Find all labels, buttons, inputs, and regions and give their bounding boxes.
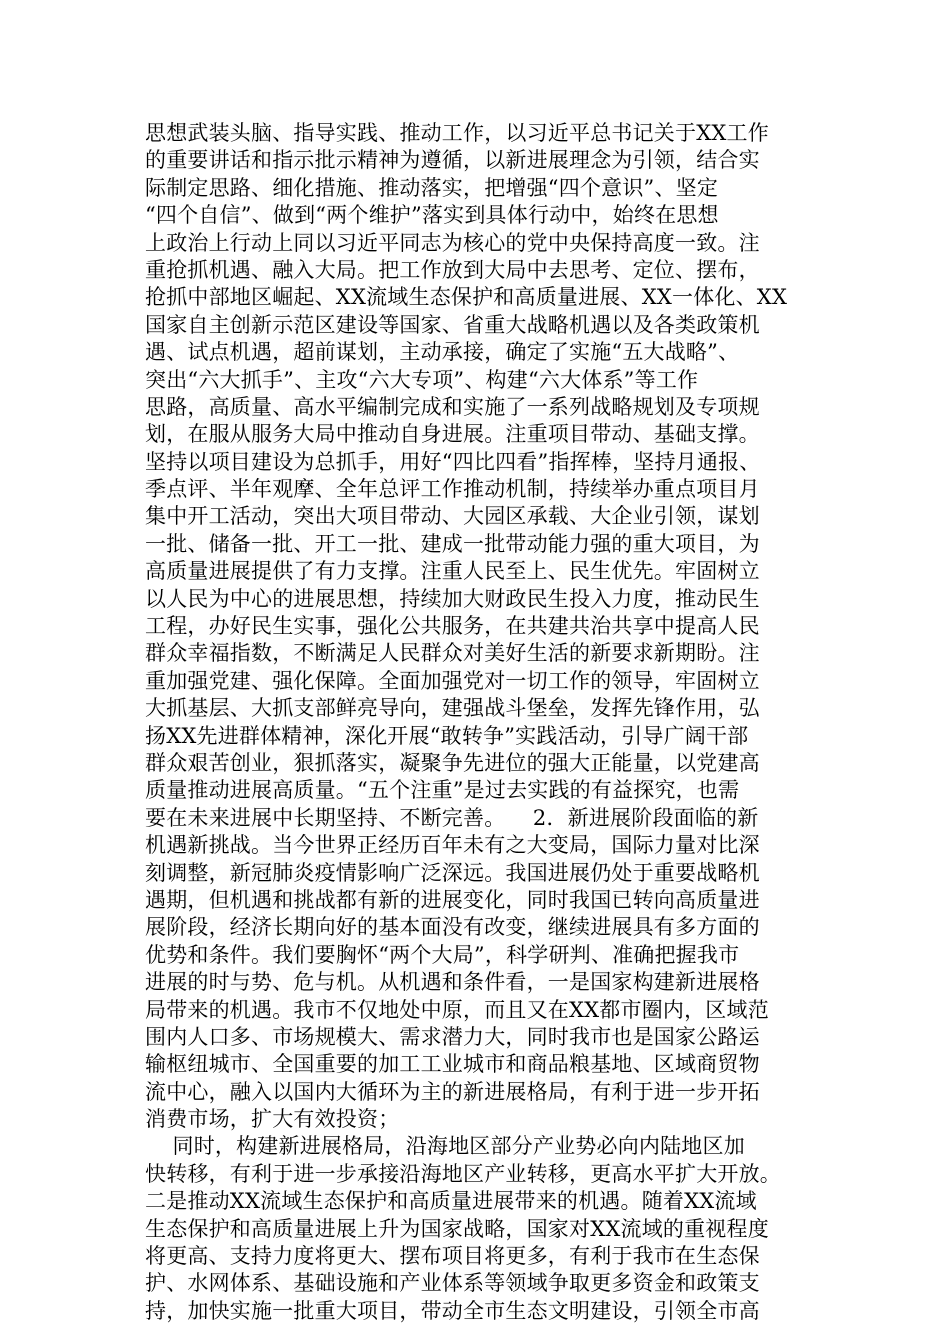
text-line: 进展的时与势、危与机。从机遇和条件看，一是国家构建新进展格 (145, 970, 760, 995)
text-line: 以人民为中心的进展思想，持续加大财政民生投入力度，推动民生 (145, 586, 760, 611)
text-line: 刻调整，新冠肺炎疫情影响广泛深远。我国进展仍处于重要战略机 (145, 860, 760, 885)
text-line: “四个自信”、做到“两个维护”落实到具体行动中，始终在思想 (145, 203, 719, 228)
text-line: 思想武装头脑、指导实践、推动工作，以习近平总书记关于XX工作 (145, 121, 769, 145)
text-line: 同时，构建新进展格局，沿海地区部分产业势必向内陆地区加 (145, 1134, 745, 1159)
text-line: 护、水网体系、基础设施和产业体系等领域争取更多资金和政策支 (145, 1271, 760, 1296)
text-line: 优势和条件。我们要胸怀“两个大局”，科学研判、准确把握我市 (145, 942, 740, 967)
text-line: 展阶段，经济长期向好的基本面没有改变，继续进展具有多方面的 (145, 915, 760, 940)
text-line: 生态保护和高质量进展上升为国家战略，国家对XX流域的重视程度 (145, 1216, 769, 1241)
text-line: 遇、试点机遇，超前谋划，主动承接，确定了实施“五大战略”、 (145, 340, 740, 365)
text-line: 流中心，融入以国内大循环为主的新进展格局，有利于进一步开拓 (145, 1079, 760, 1104)
text-line: 重抢抓机遇、融入大局。把工作放到大局中去思考、定位、摆布， (145, 257, 760, 282)
text-line: 一批、储备一批、开工一批、建成一批带动能力强的重大项目，为 (145, 531, 760, 556)
text-line: 突出“六大抓手”、主攻“六大专项”、构建“六大体系”等工作 (145, 367, 699, 392)
text-line: 坚持以项目建设为总抓手，用好“四比四看”指挥棒，坚持月通报、 (145, 449, 761, 474)
paragraph-2 (145, 1133, 807, 1325)
text-line: 扬XX先进群体精神，深化开展“敢转争”实践活动，引导广阔干部 (145, 723, 749, 748)
text-line: 消费市场，扩大有效投资； (145, 1107, 400, 1132)
text-line: 国家自主创新示范区建设等国家、省重大战略机遇以及各类政策机 (145, 312, 760, 337)
text-line: 围内人口多、市场规模大、需求潜力大，同时我市也是国家公路运 (145, 1024, 760, 1049)
text-line: 划，在服从服务大局中推动自身进展。注重项目带动、基础支撑。 (145, 422, 760, 447)
text-line: 高质量进展提供了有力支撑。注重人民至上、民生优先。牢固树立 (145, 559, 760, 584)
text-line: 持，加快实施一批重大项目，带动全市生态文明建设，引领全市高 (145, 1298, 760, 1323)
text-line: 抢抓中部地区崛起、XX流域生态保护和高质量进展、XX一体化、XX (145, 285, 788, 310)
text-line: 思路，高质量、高水平编制完成和实施了一系列战略规划及专项规 (145, 394, 760, 419)
text-line: 要在未来进展中长期坚持、不断完善。 2．新进展阶段面临的新 (145, 805, 759, 830)
paragraph-1 (145, 120, 807, 1133)
text-line: 大抓基层、大抓支部鲜亮导向，建强战斗堡垒，发挥先锋作用，弘 (145, 696, 760, 721)
text-line: 二是推动XX流域生态保护和高质量进展带来的机遇。随着XX流域 (145, 1189, 757, 1214)
text-line: 快转移，有利于进一步承接沿海地区产业转移，更高水平扩大开放。 (145, 1161, 781, 1186)
text-line: 重加强党建、强化保障。全面加强党对一切工作的领导，牢固树立 (145, 668, 760, 693)
text-line: 遇期，但机遇和挑战都有新的进展变化，同时我国已转向高质量进 (145, 887, 760, 912)
text-line: 机遇新挑战。当今世界正经历百年未有之大变局，国际力量对比深 (145, 833, 760, 858)
text-line: 将更高、支持力度将更大、摆布项目将更多，有利于我市在生态保 (145, 1244, 760, 1269)
text-line: 质量推动进展高质量。“五个注重”是过去实践的有益探究，也需 (145, 778, 740, 803)
text-line: 际制定思路、细化措施、推动落实，把增强“四个意识”、坚定 (145, 175, 719, 200)
text-line: 上政治上行动上同以习近平同志为核心的党中央保持高度一致。注 (145, 230, 760, 255)
text-line: 的重要讲话和指示批示精神为遵循，以新进展理念为引领，结合实 (145, 148, 760, 173)
text-line: 输枢纽城市、全国重要的加工工业城市和商品粮基地、区域商贸物 (145, 1052, 760, 1077)
text-line: 局带来的机遇。我市不仅地处中原，而且又在XX都市圈内，区域范 (145, 997, 769, 1022)
text-line: 工程，办好民生实事，强化公共服务，在共建共治共享中提高人民 (145, 614, 760, 639)
text-line: 群众幸福指数，不断满足人民群众对美好生活的新要求新期盼。注 (145, 641, 760, 666)
text-line: 季点评、半年观摩、全年总评工作推动机制，持续举办重点项目月 (145, 477, 760, 502)
text-line: 集中开工活动，突出大项目带动、大园区承载、大企业引领，谋划 (145, 504, 760, 529)
text-line: 群众艰苦创业，狠抓落实，凝聚争先进位的强大正能量，以党建高 (145, 750, 760, 775)
body-text (145, 120, 807, 1325)
